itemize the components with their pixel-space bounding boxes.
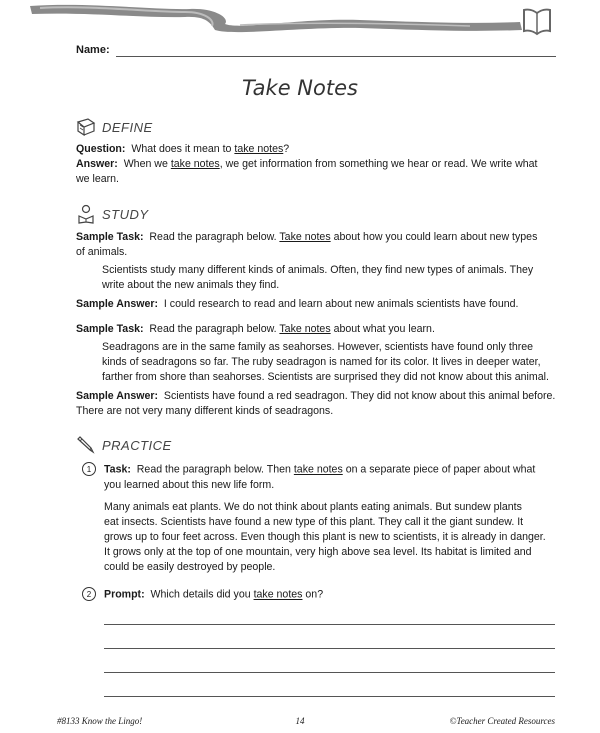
name-line (116, 56, 556, 57)
page-title: Take Notes (242, 76, 358, 100)
practice-paragraph: Many animals eat plants. We do not think about plants eating animals. But sundew plants eat insects. Scientists have found a new type of this plant. They call it the giant sundew. It grows up to four feet across. Even though this plant is new to scientists, it is already in danger. It grows only at the top of one mountain, very high above sea level. Its habitat is limited and could be easily destroyed by people. (104, 501, 546, 573)
define-heading (76, 118, 153, 136)
name-label: Name: (76, 44, 110, 56)
define-question: Question: What does it mean to take notes? (76, 143, 290, 155)
practice-heading (76, 436, 172, 454)
answer-line-1[interactable] (104, 624, 555, 625)
footer-page-number: 14 (295, 716, 305, 726)
pencil-icon (76, 436, 96, 454)
study-answer-1: Sample Answer: I could research to read and learn about new animals scientists have found. (76, 298, 519, 310)
book-icon (76, 118, 96, 136)
name-field (76, 44, 556, 56)
study-paragraph-2: Seadragons are in the same family as seahorses. However, scientists have found only three kinds of seadragons so far. The ruby seadragon is named for its color. It lives in deeper water, farther from shore than seahorses. Scientists are surprised they did not know about this animal. (102, 341, 549, 383)
answer-line-4[interactable] (104, 696, 555, 697)
practice-heading-label: PRACTICE (102, 437, 172, 453)
study-heading (76, 204, 149, 224)
define-answer: Answer: When we take notes, we get information from something we hear or read. We write what we learn. (76, 158, 538, 185)
item-number-2: 2 (82, 587, 96, 601)
footer-left: #8133 Know the Lingo! (57, 716, 143, 726)
open-book-icon (520, 4, 554, 38)
header-brush-stroke (0, 0, 600, 45)
practice-item-2: 2 Prompt: Which details did you take notes on? (82, 587, 562, 603)
study-answer-2: Sample Answer: Scientists have found a red seadragon. They did not know about this animal before. There are not very many different kinds of seadragons. (76, 390, 556, 417)
answer-line-2[interactable] (104, 648, 555, 649)
study-task-1: Sample Task: Read the paragraph below. Take notes about how you could learn about new types of animals. (76, 231, 538, 258)
footer-right: ©Teacher Created Resources (449, 716, 555, 726)
study-paragraph-1: Scientists study many different kinds of animals. Often, they find new types of animals. They write about the new animals they find. (102, 264, 534, 291)
answer-line-3[interactable] (104, 672, 555, 673)
study-heading-label: STUDY (102, 206, 149, 222)
reader-icon (76, 204, 96, 224)
item-number-1: 1 (82, 462, 96, 476)
study-task-2: Sample Task: Read the paragraph below. Take notes about what you learn. (76, 323, 435, 335)
define-heading-label: DEFINE (102, 119, 153, 135)
practice-item-1: 1 Task: Read the paragraph below. Then take notes on a separate piece of paper about what you learned about this new life form. (82, 462, 562, 493)
